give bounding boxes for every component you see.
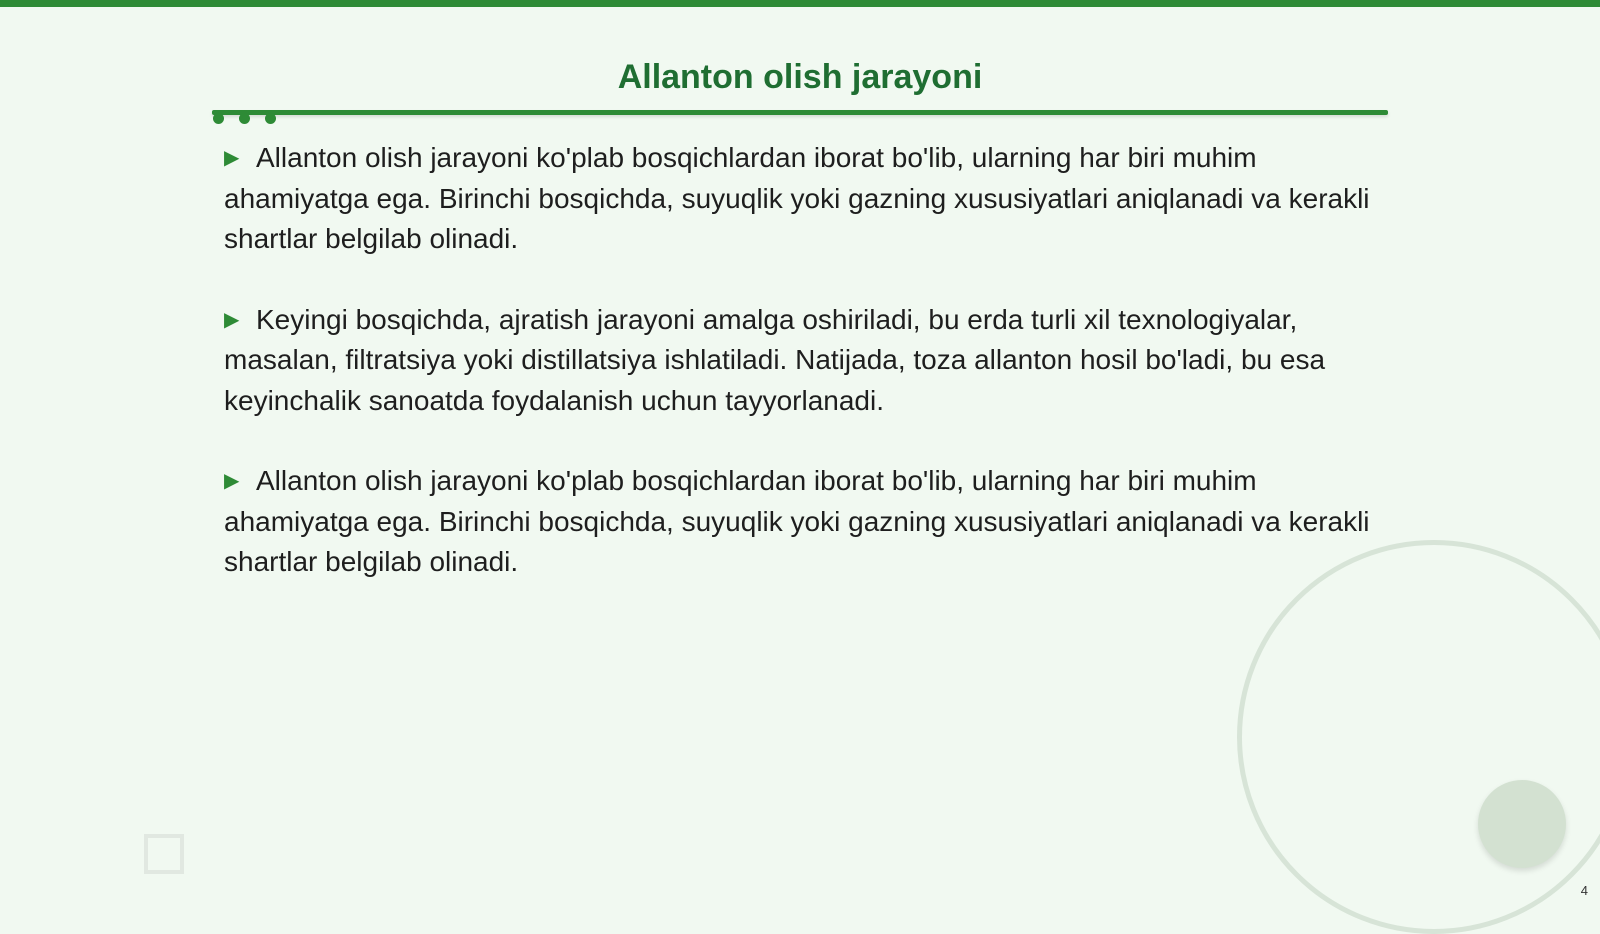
bullet-paragraph xyxy=(224,461,1394,583)
title-underline xyxy=(212,110,1388,115)
slide-content xyxy=(224,138,1394,623)
paragraph-text: Allanton olish jarayoni ko'plab bosqichlardan iborat bo'lib, ularning har biri muhim ahamiyatga ega. Birinchi bosqichda, suyuqlik yoki gazning xususiyatlari aniqlanadi va kerakli shartlar belgilab olinadi. xyxy=(224,142,1370,254)
slide-title: Allanton olish jarayoni xyxy=(617,58,983,96)
underline-dot xyxy=(239,113,250,124)
decorative-square xyxy=(144,834,184,874)
decorative-ring xyxy=(1237,540,1600,934)
triangle-right-icon: ▶ xyxy=(224,147,240,169)
bullet-paragraph xyxy=(224,138,1394,260)
paragraph-text: Keyingi bosqichda, ajratish jarayoni amalga oshiriladi, bu erda turli xil texnologiyalar, masalan, filtratsiya yoki distillatsiya ishlatiladi. Natijada, toza allanton hosil bo'ladi, bu esa keyinchalik sanoatda foydalanish uchun tayyorlanadi. xyxy=(224,303,1326,416)
triangle-right-icon: ▶ xyxy=(224,470,240,492)
underline-dot xyxy=(213,113,224,124)
paragraph-text: Allanton olish jarayoni ko'plab bosqichlardan iborat bo'lib, ularning har biri muhim ahamiyatga ega. Birinchi bosqichda, suyuqlik yoki gazning xususiyatlari aniqlanadi va kerakli shartlar belgilab olinadi. xyxy=(224,465,1370,577)
decorative-circle xyxy=(1478,780,1566,868)
triangle-right-icon: ▶ xyxy=(224,308,240,331)
underline-dot xyxy=(265,113,276,124)
bullet-paragraph xyxy=(224,300,1394,422)
page-number: 4 xyxy=(1580,883,1588,898)
top-accent-bar xyxy=(0,0,1600,7)
